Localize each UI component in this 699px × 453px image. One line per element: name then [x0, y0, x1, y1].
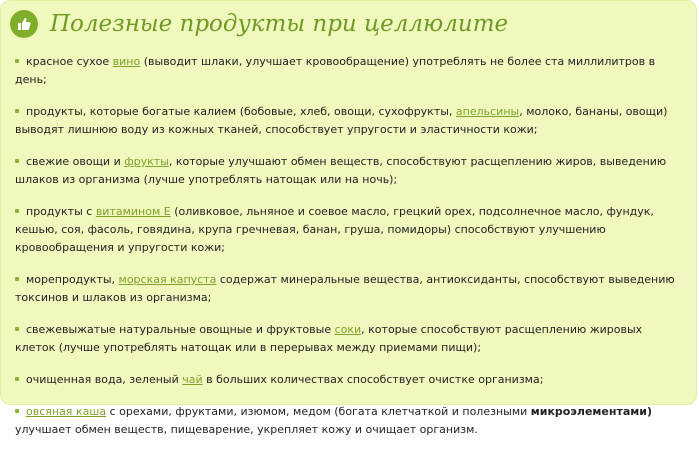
item-text: , которые способствуют расщеплению жировых клеток (лучше употреблять натощак или в перерывах между приемами пищи); [15, 323, 643, 354]
thumbs-up-icon [10, 10, 38, 38]
item-link[interactable]: морская капуста [118, 273, 217, 286]
item-link[interactable]: чай [182, 373, 203, 386]
item-text: очищенная вода, зеленый [26, 373, 183, 386]
list-item [15, 203, 685, 257]
item-text: в больших количествах способствует очистке организма; [202, 373, 544, 386]
header [10, 10, 508, 38]
item-text: свежевыжатые натуральные овощные и фруктовые [26, 323, 335, 336]
list-item [15, 371, 685, 389]
bullet-icon [15, 109, 19, 113]
item-text: красное сухое [26, 55, 113, 68]
list-item [15, 271, 685, 307]
bullet-icon [15, 327, 19, 331]
bullet-icon [15, 209, 19, 213]
page-title: Полезные продукты при целлюлите [50, 11, 509, 37]
item-link[interactable]: витамином Е [95, 205, 171, 218]
benefit-list [15, 53, 685, 453]
item-text: , которые улучшают обмен веществ, способствуют расщеплению жиров, выведению шлаков из организма (лучше употреблять натощак или на ночь); [15, 155, 667, 186]
item-link[interactable]: вино [112, 55, 141, 68]
item-text: , молоко, бананы, овощи) выводят лишнюю воду из кожных тканей, способствует упругости и эластичности кожи; [15, 105, 668, 136]
item-link[interactable]: соки [334, 323, 362, 336]
item-text: с орехами, фруктами, изюмом, медом (богата клетчаткой и полезными микроэлементами) улучшает обмен веществ, пищеварение, укрепляет кожу и очищает организм. [15, 405, 652, 436]
item-text: содержат минеральные вещества, антиоксиданты, способствуют выведению токсинов и шлаков из организма; [15, 273, 675, 304]
emphasis-text: микроэлементами) [530, 405, 652, 418]
item-text: продукты, которые богатые калием (бобовые, хлеб, овощи, сухофрукты, [26, 105, 456, 118]
bullet-icon [15, 377, 19, 381]
item-link[interactable]: апельсины [455, 105, 520, 118]
list-item [15, 153, 685, 189]
item-text: продукты с [26, 205, 96, 218]
item-link[interactable]: овсяная каша [26, 405, 107, 418]
item-text: (выводит шлаки, улучшает кровообращение) употреблять не более ста миллилитров в день; [15, 55, 656, 86]
bullet-icon [15, 277, 19, 281]
bullet-icon [15, 59, 19, 63]
item-text: морепродукты, [26, 273, 119, 286]
list-item [15, 103, 685, 139]
bullet-icon [15, 159, 19, 163]
item-text: (оливковое, льняное и соевое масло, грецкий орех, подсолнечное масло, фундук, кешью, соя, фасоль, говядина, крупа гречневая, банан, груша, помидоры) способствуют улучшению кровообращения и упругости кожи; [15, 205, 654, 254]
bullet-icon [15, 409, 19, 413]
list-item [15, 321, 685, 357]
list-item [15, 53, 685, 89]
item-link[interactable]: фрукты [124, 155, 169, 168]
item-text: свежие овощи и [26, 155, 125, 168]
list-item [15, 403, 685, 439]
